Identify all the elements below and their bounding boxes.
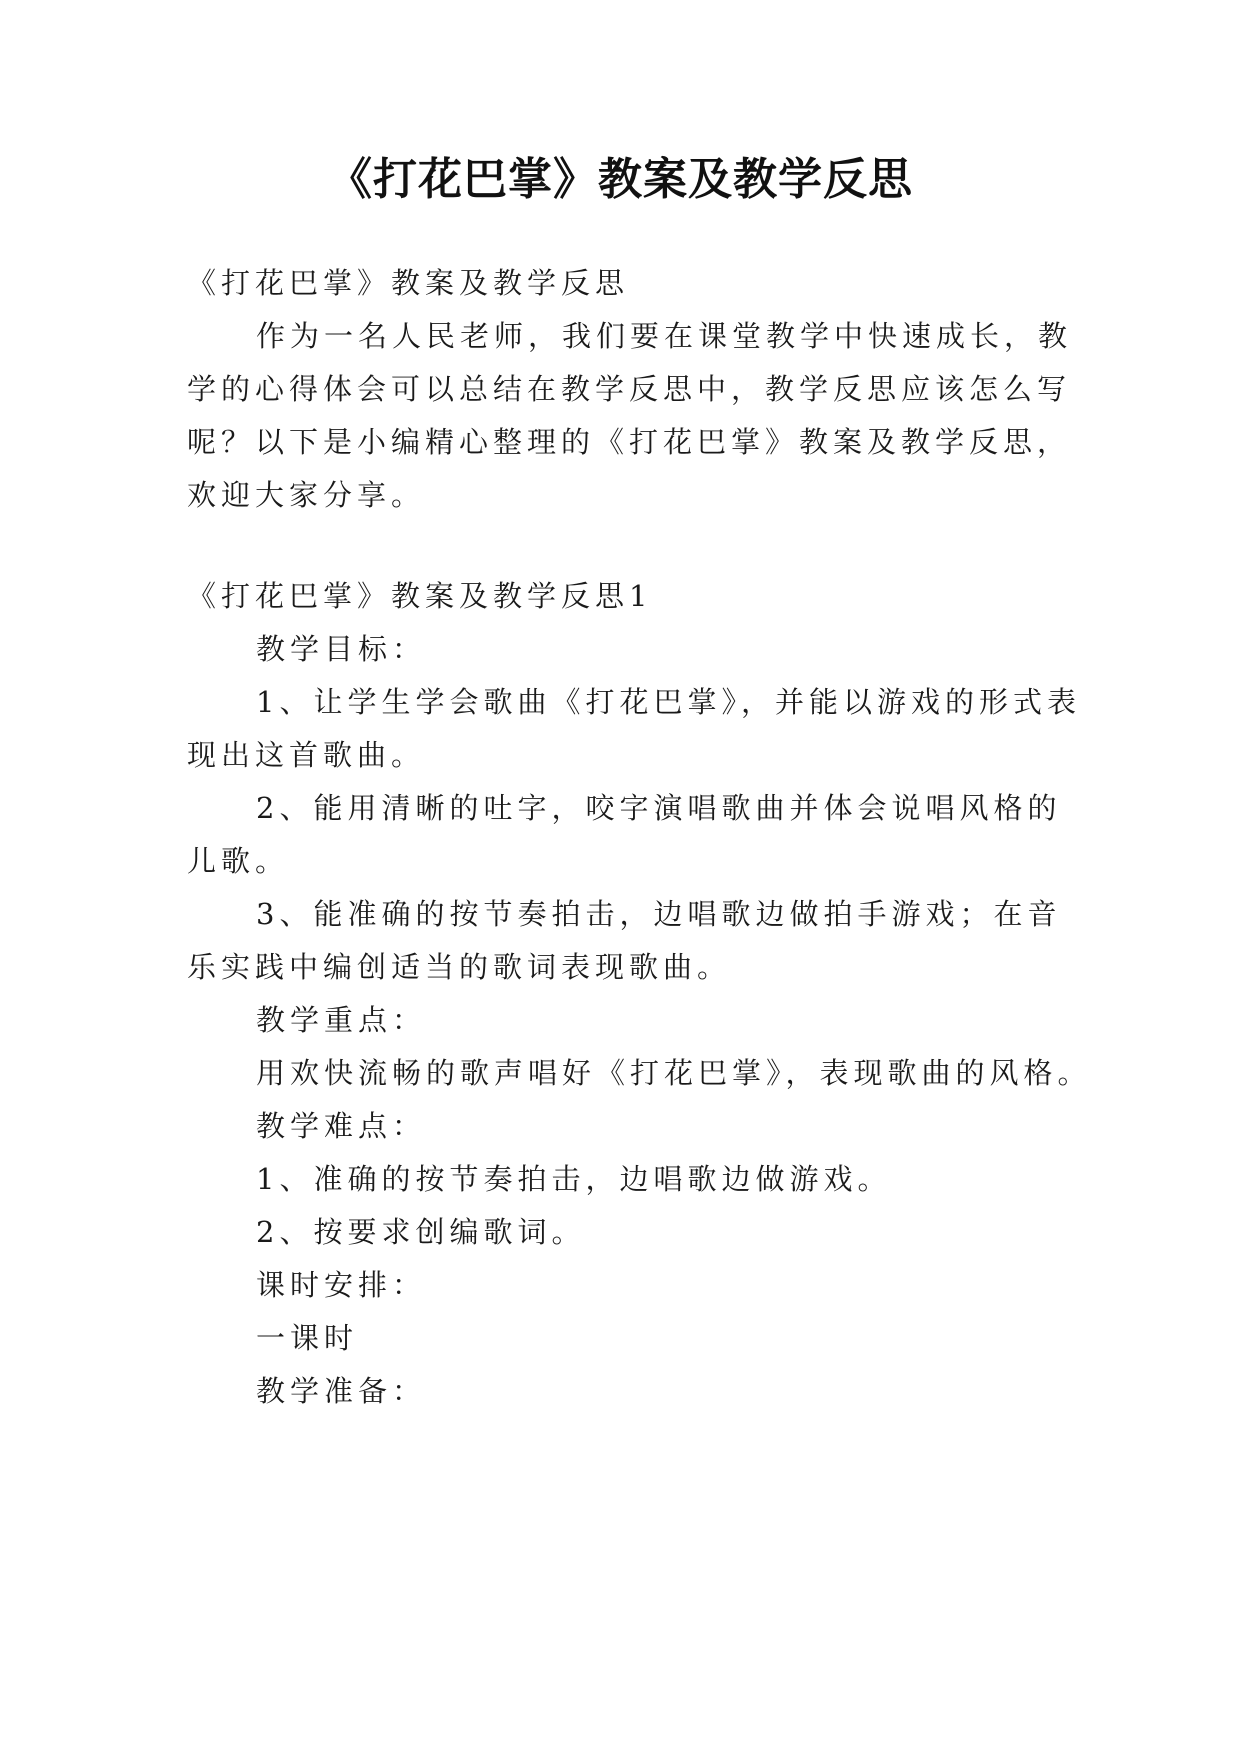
intro-paragraph-line: 作为一名人民老师，我们要在课堂教学中快速成长，教 [256,319,1073,353]
teaching-goals-heading: 教学目标： [256,632,427,666]
key-points-heading: 教学重点： [256,1003,427,1037]
goal-item-line: 1、让学生学会歌曲《打花巴掌》，并能以游戏的形式表 [256,685,1081,719]
difficulties-heading: 教学难点： [256,1109,427,1143]
intro-paragraph-line: 学的心得体会可以总结在教学反思中，教学反思应该怎么写 [187,372,1072,406]
goal-item-line: 3、能准确的按节奏拍击，边唱歌边做拍手游戏；在音 [256,897,1062,931]
intro-paragraph-line: 欢迎大家分享。 [187,478,426,512]
goal-item-line: 现出这首歌曲。 [187,738,426,772]
goal-item-line: 2、能用清晰的吐字，咬字演唱歌曲并体会说唱风格的 [256,791,1062,825]
difficulty-item: 1、准确的按节奏拍击，边唱歌边做游戏。 [256,1162,892,1196]
schedule-heading: 课时安排： [256,1268,427,1302]
intro-paragraph-line: 呢？以下是小编精心整理的《打花巴掌》教案及教学反思， [187,425,1072,459]
goal-item-line: 乐实践中编创适当的歌词表现歌曲。 [187,950,732,984]
preparation-heading: 教学准备： [256,1374,427,1408]
subtitle-line: 《打花巴掌》教案及教学反思 [187,266,630,300]
document-title: 《打花巴掌》教案及教学反思 [328,154,913,205]
section-heading: 《打花巴掌》教案及教学反思1 [187,579,653,613]
key-points-text: 用欢快流畅的歌声唱好《打花巴掌》，表现歌曲的风格。 [256,1056,1092,1090]
goal-item-line: 儿歌。 [187,844,290,878]
schedule-text: 一课时 [256,1321,359,1355]
difficulty-item: 2、按要求创编歌词。 [256,1215,586,1249]
